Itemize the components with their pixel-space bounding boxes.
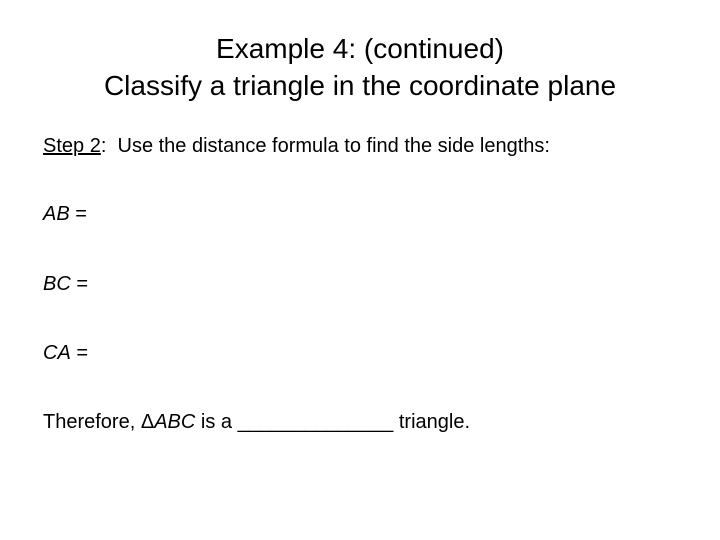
side-ca-equals: = (70, 342, 89, 364)
step-text: Use the distance formula to find the side lengths: (117, 135, 550, 157)
conclusion-middle: is a (195, 411, 238, 433)
side-bc-equals: = (70, 273, 89, 295)
side-bc-line (43, 272, 88, 296)
step-line (43, 134, 550, 158)
side-ca-line (43, 341, 88, 365)
side-ab-equals: = (69, 203, 87, 225)
side-ab-line (43, 202, 87, 226)
delta-symbol: Δ (140, 411, 155, 433)
step-label: Step 2 (43, 135, 101, 157)
step-colon: : (100, 135, 118, 157)
side-ca-name: CA (43, 342, 71, 364)
side-bc-name: BC (43, 273, 71, 295)
title-line-2: Classify a triangle in the coordinate plane (103, 70, 617, 101)
title-line-1: Example 4: (continued) (216, 33, 504, 64)
conclusion-prefix: Therefore, (43, 411, 141, 433)
slide-title (0, 30, 720, 104)
triangle-name: ABC (154, 411, 196, 433)
conclusion-suffix: triangle. (393, 411, 471, 433)
side-ab-name: AB (43, 203, 70, 225)
conclusion-line (43, 410, 470, 434)
answer-blank: ______________ (237, 411, 394, 433)
